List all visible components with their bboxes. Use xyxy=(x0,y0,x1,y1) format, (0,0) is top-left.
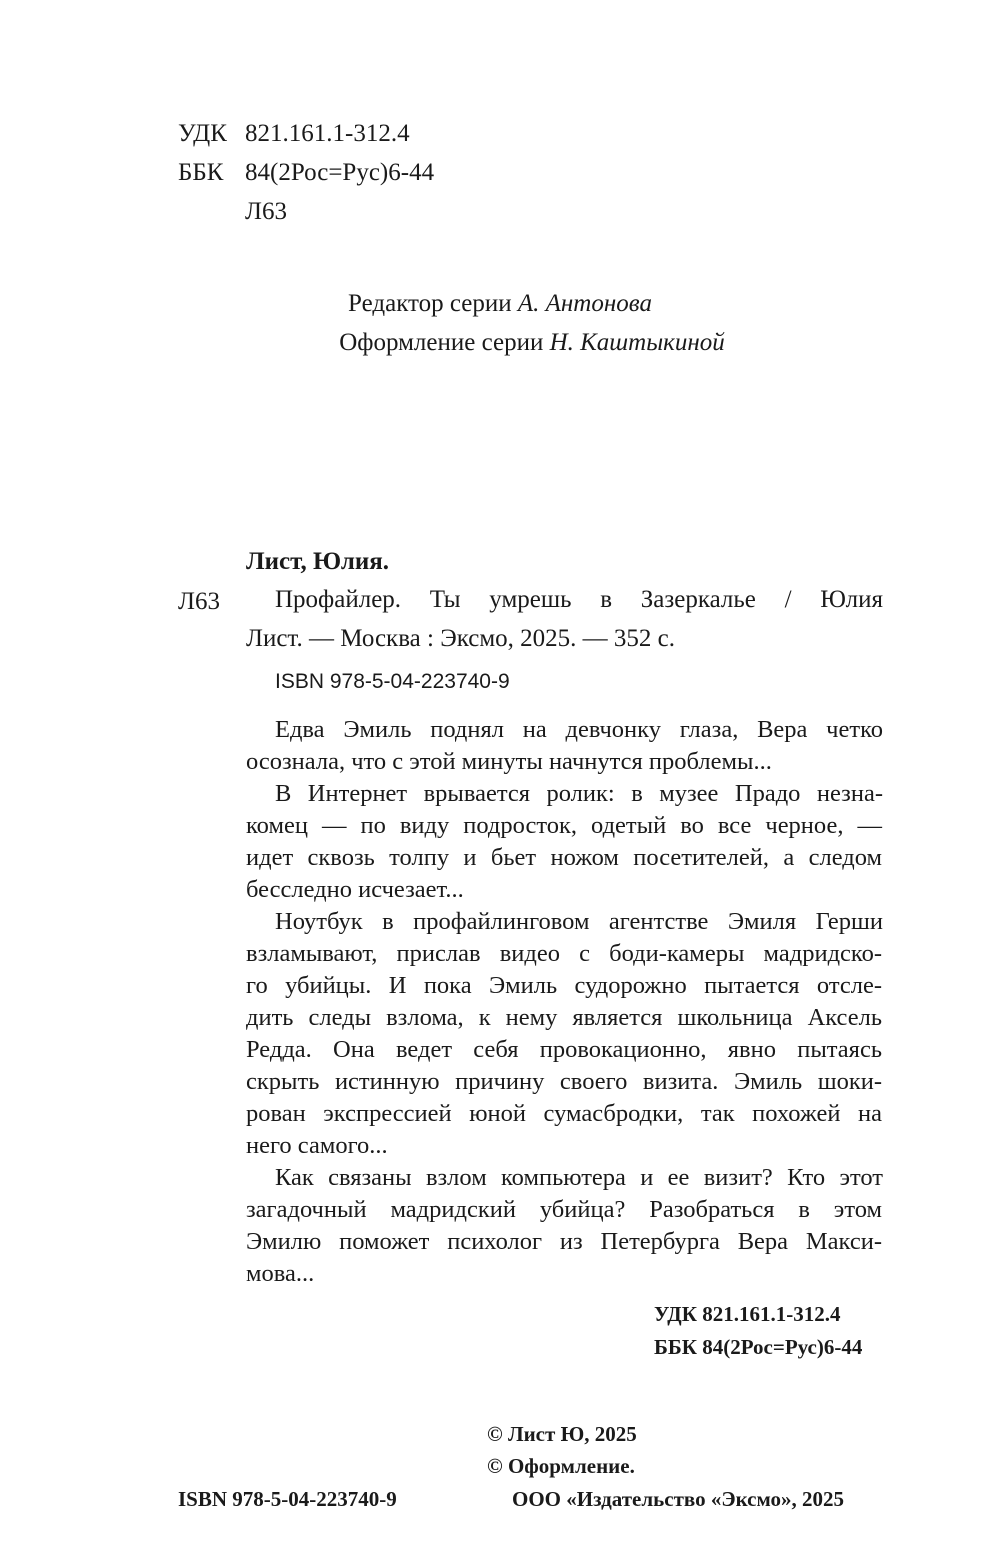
series-editor-credit xyxy=(0,288,1000,320)
bbk-label: ББК xyxy=(178,159,224,186)
bbk-value: 84(2Рос=Рус)6-44 xyxy=(245,159,435,186)
bottom-udk: УДК 821.161.1-312.4 xyxy=(654,1302,841,1326)
bib-title-line-1: Профайлер. Ты умрешь в Зазеркалье / Юлия xyxy=(275,586,883,613)
bib-code: Л63 xyxy=(178,588,220,615)
annotation-line: Эмилю поможет психолог из Петербурга Вера Макси- xyxy=(246,1228,882,1255)
series-editor-name: А. Антонова xyxy=(517,290,652,317)
udk-label: УДК xyxy=(178,120,227,147)
annotation-line: Едва Эмиль поднял на девчонку глаза, Вера четко xyxy=(275,716,883,743)
bib-isbn: ISBN 978-5-04-223740-9 xyxy=(275,670,510,693)
annotation-line: рован экспрессией юной сумасбродки, так похожей на xyxy=(246,1100,882,1127)
annotation-line: В Интернет врывается ролик: в музее Прадо незна- xyxy=(275,780,883,807)
copyright-author: © Лист Ю, 2025 xyxy=(487,1422,637,1446)
copyright-design: © Оформление. xyxy=(487,1454,635,1478)
annotation-line: идет сквозь толпу и бьет ножом посетителей, а следом xyxy=(246,844,882,871)
annotation-line: мова... xyxy=(246,1260,315,1287)
bib-title-line-2: Лист. — Москва : Эксмо, 2025. — 352 с. xyxy=(246,625,676,652)
annotation-line: осознала, что с этой минуты начнутся проблемы... xyxy=(246,748,772,775)
annotation-line: Ноутбук в профайлинговом агентстве Эмиля Герши xyxy=(275,908,883,935)
annotation-line: дить следы взлома, к нему является школьница Аксель xyxy=(246,1004,882,1031)
udk-value: 821.161.1-312.4 xyxy=(245,120,410,147)
copyright-publisher: ООО «Издательство «Эксмо», 2025 xyxy=(512,1487,845,1511)
annotation-line: загадочный мадридский убийца? Разобраться в этом xyxy=(246,1196,882,1223)
annotation-line: го убийцы. И пока Эмиль судорожно пытается отсле- xyxy=(246,972,882,999)
series-editor-prefix: Редактор серии xyxy=(348,290,512,317)
annotation-line: Редда. Она ведет себя провокационно, явно пытаясь xyxy=(246,1036,882,1063)
bib-author: Лист, Юлия. xyxy=(246,548,390,575)
annotation-line: Как связаны взлом компьютера и ее визит? Кто этот xyxy=(275,1164,883,1191)
author-code: Л63 xyxy=(245,198,287,225)
annotation-line: взламывают, прислав видео с боди-камеры мадридско- xyxy=(246,940,882,967)
series-design-name: Н. Каштыкиной xyxy=(549,329,725,356)
annotation-line: комец — по виду подросток, одетый во все черное, — xyxy=(246,812,882,839)
annotation-line: скрыть истинную причину своего визита. Эмиль шоки- xyxy=(246,1068,882,1095)
series-design-credit xyxy=(0,327,1000,359)
annotation-line: бесследно исчезает... xyxy=(246,876,464,903)
copyright-isbn: ISBN 978-5-04-223740-9 xyxy=(178,1487,397,1511)
bottom-bbk: ББК 84(2Рос=Рус)6-44 xyxy=(654,1335,863,1359)
annotation-line: него самого... xyxy=(246,1132,388,1159)
series-design-prefix: Оформление серии xyxy=(339,329,544,356)
